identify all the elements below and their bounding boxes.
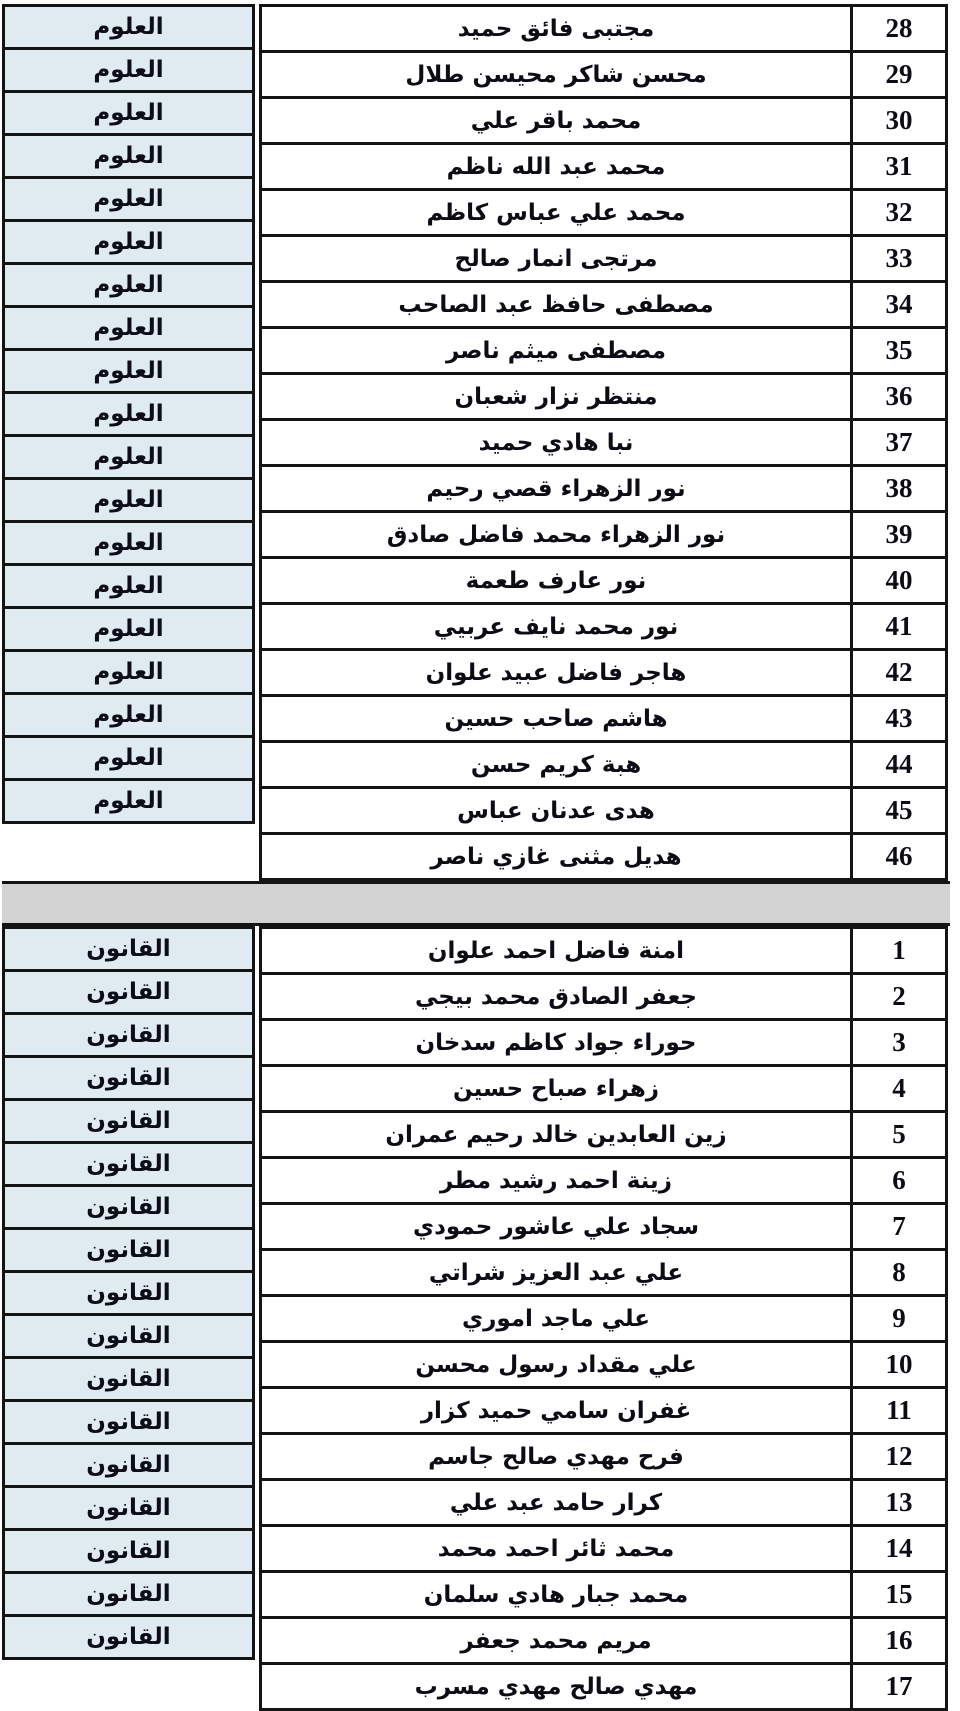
row-number-cell: 39	[852, 512, 947, 558]
section-separator	[2, 881, 950, 926]
table-row	[261, 696, 947, 742]
college-cell: القانون	[2, 1528, 255, 1574]
student-name-cell: غفران سامي حميد كزار	[261, 1388, 852, 1434]
table-row	[261, 1158, 947, 1204]
college-cell: القانون	[2, 926, 255, 972]
row-number-cell: 15	[852, 1572, 947, 1618]
row-number-cell: 46	[852, 834, 947, 880]
row-number-cell: 8	[852, 1250, 947, 1296]
roster-table	[2, 4, 950, 1711]
table-row	[261, 1572, 947, 1618]
row-number-cell: 31	[852, 144, 947, 190]
student-name-cell: هاجر فاضل عبيد علوان	[261, 650, 852, 696]
table-row	[261, 328, 947, 374]
table-row	[261, 1020, 947, 1066]
table-row	[261, 1618, 947, 1664]
names-table	[259, 4, 948, 881]
row-number-cell: 42	[852, 650, 947, 696]
college-cell: العلوم	[2, 391, 255, 437]
student-name-cell: زين العابدين خالد رحيم عمران	[261, 1112, 852, 1158]
student-name-cell: مرتجى انمار صالح	[261, 236, 852, 282]
table-row	[261, 1204, 947, 1250]
student-name-cell: محسن شاكر محيسن طلال	[261, 52, 852, 98]
table-row	[261, 1434, 947, 1480]
student-name-cell: محمد عبد الله ناظم	[261, 144, 852, 190]
table-row	[261, 1112, 947, 1158]
row-number-cell: 14	[852, 1526, 947, 1572]
student-name-cell: نور الزهراء محمد فاضل صادق	[261, 512, 852, 558]
table-row	[261, 974, 947, 1020]
college-cell: القانون	[2, 1313, 255, 1359]
college-cell: القانون	[2, 1614, 255, 1660]
college-cell: القانون	[2, 1012, 255, 1058]
student-name-cell: علي ماجد اموري	[261, 1296, 852, 1342]
row-number-cell: 17	[852, 1664, 947, 1710]
table-row	[261, 1342, 947, 1388]
student-name-cell: فرح مهدي صالح جاسم	[261, 1434, 852, 1480]
college-cell: القانون	[2, 1227, 255, 1273]
student-name-cell: نور الزهراء قصي رحيم	[261, 466, 852, 512]
table-row	[261, 1480, 947, 1526]
table-row	[261, 928, 947, 974]
table-row	[261, 236, 947, 282]
student-name-cell: نور عارف طعمة	[261, 558, 852, 604]
college-cell: القانون	[2, 1442, 255, 1488]
table-row	[261, 6, 947, 52]
student-name-cell: مصطفى ميثم ناصر	[261, 328, 852, 374]
college-cell: العلوم	[2, 262, 255, 308]
college-cell: العلوم	[2, 176, 255, 222]
row-number-cell: 16	[852, 1618, 947, 1664]
college-column	[2, 4, 255, 824]
row-number-cell: 34	[852, 282, 947, 328]
college-section-law	[2, 926, 950, 1711]
row-number-cell: 13	[852, 1480, 947, 1526]
row-number-cell: 45	[852, 788, 947, 834]
table-row	[261, 1526, 947, 1572]
table-row	[261, 558, 947, 604]
row-number-cell: 1	[852, 928, 947, 974]
row-number-cell: 36	[852, 374, 947, 420]
row-number-cell: 37	[852, 420, 947, 466]
college-cell: العلوم	[2, 735, 255, 781]
college-cell: القانون	[2, 1270, 255, 1316]
row-number-cell: 35	[852, 328, 947, 374]
college-cell: العلوم	[2, 520, 255, 566]
student-name-cell: هديل مثنى غازي ناصر	[261, 834, 852, 880]
table-row	[261, 742, 947, 788]
college-cell: القانون	[2, 1098, 255, 1144]
student-name-cell: منتظر نزار شعبان	[261, 374, 852, 420]
row-number-cell: 5	[852, 1112, 947, 1158]
college-cell: العلوم	[2, 563, 255, 609]
row-number-cell: 30	[852, 98, 947, 144]
student-name-cell: زهراء صباح حسين	[261, 1066, 852, 1112]
student-name-cell: محمد ثائر احمد محمد	[261, 1526, 852, 1572]
student-name-cell: مريم محمد جعفر	[261, 1618, 852, 1664]
row-number-cell: 33	[852, 236, 947, 282]
table-row	[261, 1388, 947, 1434]
college-cell: العلوم	[2, 477, 255, 523]
table-row	[261, 144, 947, 190]
table-row	[261, 420, 947, 466]
table-row	[261, 1296, 947, 1342]
college-cell: العلوم	[2, 778, 255, 824]
student-name-cell: محمد علي عباس كاظم	[261, 190, 852, 236]
student-name-cell: نبا هادي حميد	[261, 420, 852, 466]
table-row	[261, 466, 947, 512]
student-name-cell: محمد جبار هادي سلمان	[261, 1572, 852, 1618]
table-row	[261, 190, 947, 236]
student-name-cell: محمد باقر علي	[261, 98, 852, 144]
college-cell: العلوم	[2, 219, 255, 265]
row-number-cell: 43	[852, 696, 947, 742]
student-name-cell: سجاد علي عاشور حمودي	[261, 1204, 852, 1250]
student-name-cell: زينة احمد رشيد مطر	[261, 1158, 852, 1204]
college-cell: القانون	[2, 1399, 255, 1445]
college-section-science	[2, 4, 950, 881]
table-row	[261, 282, 947, 328]
college-cell: العلوم	[2, 47, 255, 93]
table-row	[261, 604, 947, 650]
college-cell: القانون	[2, 1141, 255, 1187]
student-name-cell: هاشم صاحب حسين	[261, 696, 852, 742]
table-row	[261, 834, 947, 880]
college-cell: القانون	[2, 1055, 255, 1101]
college-cell: العلوم	[2, 133, 255, 179]
student-name-cell: هبة كريم حسن	[261, 742, 852, 788]
table-row	[261, 52, 947, 98]
college-cell: العلوم	[2, 606, 255, 652]
college-cell: القانون	[2, 1571, 255, 1617]
college-column	[2, 926, 255, 1660]
row-number-cell: 11	[852, 1388, 947, 1434]
table-row	[261, 1066, 947, 1112]
college-cell: العلوم	[2, 348, 255, 394]
row-number-cell: 29	[852, 52, 947, 98]
student-name-cell: هدى عدنان عباس	[261, 788, 852, 834]
table-row	[261, 650, 947, 696]
college-cell: العلوم	[2, 434, 255, 480]
student-name-cell: مصطفى حافظ عبد الصاحب	[261, 282, 852, 328]
student-name-cell: جعفر الصادق محمد بيجي	[261, 974, 852, 1020]
student-name-cell: نور محمد نايف عربيي	[261, 604, 852, 650]
college-cell: العلوم	[2, 305, 255, 351]
student-name-cell: امنة فاضل احمد علوان	[261, 928, 852, 974]
row-number-cell: 28	[852, 6, 947, 52]
student-name-cell: مهدي صالح مهدي مسرب	[261, 1664, 852, 1710]
college-cell: القانون	[2, 969, 255, 1015]
row-number-cell: 2	[852, 974, 947, 1020]
row-number-cell: 41	[852, 604, 947, 650]
student-name-cell: حوراء جواد كاظم سدخان	[261, 1020, 852, 1066]
row-number-cell: 38	[852, 466, 947, 512]
college-cell: العلوم	[2, 649, 255, 695]
student-name-cell: مجتبى فائق حميد	[261, 6, 852, 52]
row-number-cell: 3	[852, 1020, 947, 1066]
college-cell: القانون	[2, 1184, 255, 1230]
table-row	[261, 512, 947, 558]
names-table	[259, 926, 948, 1711]
row-number-cell: 32	[852, 190, 947, 236]
table-row	[261, 374, 947, 420]
row-number-cell: 6	[852, 1158, 947, 1204]
student-name-cell: كرار حامد عبد علي	[261, 1480, 852, 1526]
row-number-cell: 10	[852, 1342, 947, 1388]
college-cell: العلوم	[2, 692, 255, 738]
college-cell: القانون	[2, 1356, 255, 1402]
table-row	[261, 1664, 947, 1710]
student-name-cell: علي مقداد رسول محسن	[261, 1342, 852, 1388]
table-row	[261, 98, 947, 144]
table-row	[261, 1250, 947, 1296]
row-number-cell: 40	[852, 558, 947, 604]
college-cell: القانون	[2, 1485, 255, 1531]
table-row	[261, 788, 947, 834]
student-name-cell: علي عبد العزيز شراتي	[261, 1250, 852, 1296]
college-cell: العلوم	[2, 4, 255, 50]
row-number-cell: 9	[852, 1296, 947, 1342]
row-number-cell: 7	[852, 1204, 947, 1250]
row-number-cell: 12	[852, 1434, 947, 1480]
row-number-cell: 44	[852, 742, 947, 788]
row-number-cell: 4	[852, 1066, 947, 1112]
college-cell: العلوم	[2, 90, 255, 136]
